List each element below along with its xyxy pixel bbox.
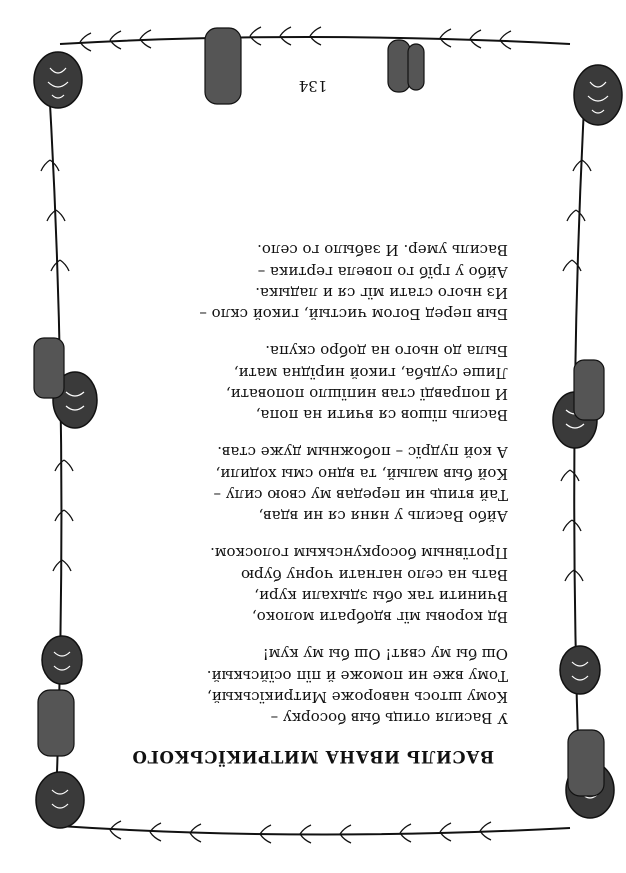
verse-line: Вд коровы мїг вдобрати молоко,: [251, 608, 508, 626]
verse-line: Айбо Василь у няня ся ни вдав,: [258, 507, 508, 525]
stanza-4: [128, 340, 508, 425]
verse-line: Тай втиць ни передав му свою силу –: [213, 485, 508, 504]
verse-line: А кой пудрїс – побожным дуже став.: [217, 443, 508, 462]
verse-line: Кой быв малый, та вдно смы ходили,: [215, 464, 508, 483]
verse-line: Ош бы му свят! Ош бы му кум!: [262, 645, 508, 664]
verse-line: Тому вже ни поможе й пїп осїйськый.: [206, 666, 508, 685]
stanza-2: [128, 542, 508, 627]
verse-line: Айбо у грїб го повела гертика –: [257, 262, 508, 281]
verse-line: Была до нього на добро скупа.: [265, 342, 508, 361]
verse-line: Быв перед Богом чистый, гикой скло –: [199, 305, 508, 323]
poem-title: ВАСИЛЬ ИВАНА МИТРИКЇСЬКОГО: [131, 747, 495, 766]
verse-line: Вчинити так обы здыхали кури,: [254, 586, 508, 605]
verse-line: Лише судьба, гикой нирїдна мати,: [233, 363, 508, 382]
stanza-1: [128, 643, 508, 728]
verse-line: Вать на село нагнати чорну бурю: [241, 565, 508, 584]
verse-line: И поправдї став нипїшло поповати,: [225, 384, 508, 403]
verse-line: Кому штось навороже Митрикїськый,: [206, 687, 508, 706]
stanza-5: [128, 239, 508, 324]
verse-line: Василь пїшов ся вчити на попа,: [255, 406, 508, 424]
verse-line: Василь умер. И забыло го село.: [257, 241, 508, 260]
verse-line: У Василя отиць быв босорку –: [270, 709, 508, 727]
stanza-3: [128, 441, 508, 526]
page-number: 134: [298, 77, 328, 95]
verse-line: Протївным босоркунськым голоском.: [210, 544, 508, 563]
verse-line: Из нього стати мїг ся и ладыка.: [255, 283, 508, 302]
